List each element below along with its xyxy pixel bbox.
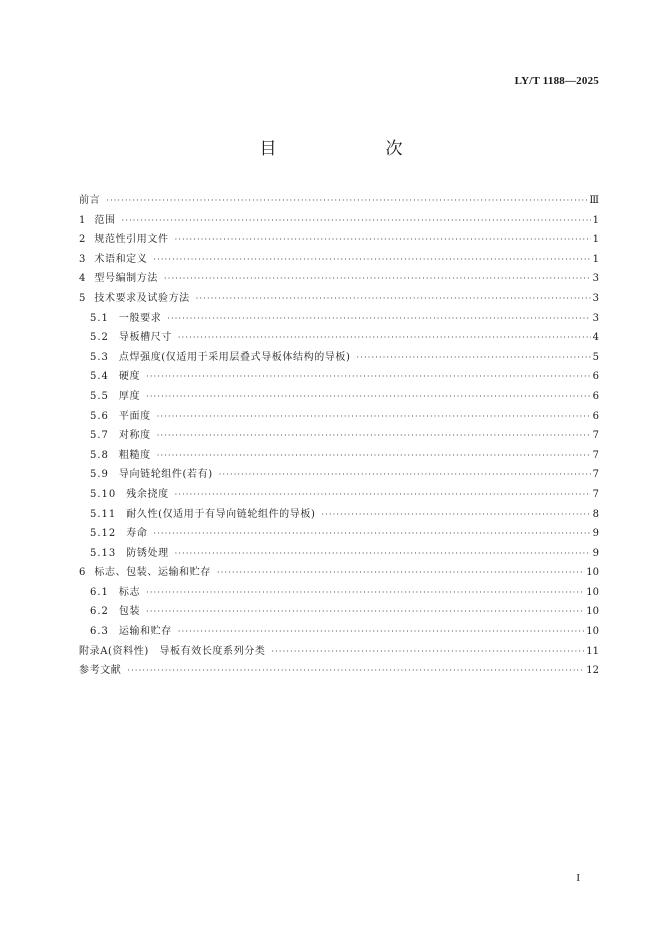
- toc-entry[interactable]: [79, 230, 599, 250]
- toc-dot-leader: [357, 353, 591, 362]
- toc-entry-number: 6: [79, 567, 87, 579]
- toc-dot-leader: [178, 627, 584, 636]
- toc-entry-label: 残余挠度: [126, 488, 169, 500]
- toc-dot-leader: [217, 568, 584, 577]
- toc-entry[interactable]: [79, 602, 599, 622]
- toc-entry-page: 1: [592, 214, 599, 226]
- toc-entry-label: 范围: [94, 214, 116, 226]
- toc-entry-label: 粗糙度: [118, 449, 151, 461]
- toc-dot-leader: [122, 216, 591, 225]
- toc-entry[interactable]: [79, 661, 599, 681]
- toc-entry-number: 5.5: [90, 390, 109, 402]
- toc-entry[interactable]: [79, 642, 599, 662]
- toc-entry-page: 8: [592, 508, 599, 520]
- toc-entry-label: 耐久性(仅适用于有导向链轮组件的导板): [126, 508, 316, 520]
- toc-entry-page: 7: [592, 430, 599, 442]
- toc-entry[interactable]: [79, 524, 599, 544]
- toc-entry-number: 5.13: [90, 547, 117, 559]
- toc-entry[interactable]: [79, 211, 599, 231]
- toc-entry[interactable]: [79, 269, 599, 289]
- toc-entry-number: 6.3: [90, 626, 109, 638]
- toc-entry-label: 技术要求及试验方法: [94, 292, 190, 304]
- document-code: LY/T 1188—2025: [514, 75, 599, 87]
- toc-entry[interactable]: [79, 289, 599, 309]
- toc-entry-label: 硬度: [118, 371, 141, 383]
- toc-entry-page: 10: [586, 606, 599, 618]
- toc-entry-label: 对称度: [118, 430, 151, 442]
- toc-dot-leader: [178, 333, 591, 342]
- toc-entry-label: 寿命: [126, 528, 148, 540]
- toc-entry-number: 5.12: [90, 528, 117, 540]
- page-title: 目 次: [259, 139, 449, 159]
- toc-entry-page: 7: [592, 488, 599, 500]
- toc-entry-number: 5.8: [90, 449, 109, 461]
- toc-dot-leader: [153, 255, 590, 264]
- toc-entry-number: 5.4: [90, 371, 109, 383]
- toc-entry-number: 5.10: [90, 488, 117, 500]
- toc-dot-leader: [146, 588, 584, 597]
- toc-entry-label: 术语和定义: [94, 253, 148, 265]
- toc-entry[interactable]: [79, 583, 599, 603]
- toc-entry[interactable]: [79, 446, 599, 466]
- toc-entry-page: 11: [586, 645, 599, 657]
- toc-dot-leader: [167, 314, 590, 323]
- toc-entry-page: 3: [592, 273, 599, 285]
- toc-entry[interactable]: [79, 328, 599, 348]
- toc-entry-page: 1: [592, 253, 599, 265]
- toc-entry-number: 5.7: [90, 430, 109, 442]
- toc-entry-number: 2: [79, 234, 87, 246]
- toc-entry[interactable]: [79, 426, 599, 446]
- toc-dot-leader: [157, 451, 591, 460]
- toc-dot-leader: [157, 412, 591, 421]
- toc-entry-number: 5.9: [90, 469, 109, 481]
- toc-entry-number: 6.2: [90, 606, 109, 618]
- toc-entry[interactable]: [79, 465, 599, 485]
- toc-entry[interactable]: [79, 387, 599, 407]
- toc-entry-label: 附录A(资料性) 导板有效长度系列分类: [79, 645, 266, 657]
- toc-dot-leader: [271, 647, 584, 656]
- toc-entry-label: 规范性引用文件: [94, 234, 169, 246]
- toc-entry-page: 5: [592, 351, 599, 363]
- toc-entry-label: 平面度: [118, 410, 151, 422]
- toc-entry-label: 点焊强度(仅适用于采用层叠式导板体结构的导板): [118, 351, 351, 363]
- toc-entry-number: 5.6: [90, 410, 109, 422]
- toc-entry-number: 1: [79, 214, 87, 226]
- toc-dot-leader: [153, 529, 590, 538]
- toc-entry-label: 导向链轮组件(若有): [118, 469, 213, 481]
- table-of-contents: [79, 191, 599, 681]
- toc-entry-page: 7: [592, 449, 599, 461]
- toc-dot-leader: [146, 607, 584, 616]
- toc-entry-page: 6: [592, 390, 599, 402]
- toc-entry-label: 厚度: [118, 390, 141, 402]
- toc-entry[interactable]: [79, 563, 599, 583]
- toc-dot-leader: [106, 196, 587, 205]
- toc-entry-page: 10: [586, 567, 599, 579]
- toc-dot-leader: [157, 431, 591, 440]
- toc-entry-label: 型号编制方法: [94, 273, 158, 285]
- toc-dot-leader: [219, 470, 591, 479]
- toc-entry-number: 5.3: [90, 351, 109, 363]
- toc-entry-number: 4: [79, 273, 87, 285]
- toc-entry[interactable]: [79, 348, 599, 368]
- toc-entry-label: 标志: [118, 586, 141, 598]
- toc-entry[interactable]: [79, 250, 599, 270]
- toc-entry-page: 1: [592, 234, 599, 246]
- toc-dot-leader: [127, 666, 584, 675]
- toc-entry-label: 包装: [118, 606, 141, 618]
- toc-entry[interactable]: [79, 485, 599, 505]
- toc-entry-page: 3: [592, 292, 599, 304]
- toc-entry[interactable]: [79, 309, 599, 329]
- toc-dot-leader: [164, 274, 591, 283]
- toc-entry-number: 5.1: [90, 312, 109, 324]
- toc-dot-leader: [146, 392, 591, 401]
- toc-entry-page: 3: [592, 312, 599, 324]
- toc-entry-number: 5.2: [90, 332, 109, 344]
- toc-dot-leader: [175, 235, 591, 244]
- toc-entry-page: 4: [592, 332, 599, 344]
- toc-dot-leader: [196, 294, 591, 303]
- toc-entry-page: 6: [592, 371, 599, 383]
- toc-entry-page: 9: [592, 528, 599, 540]
- toc-dot-leader: [146, 372, 591, 381]
- toc-entry-page: 12: [586, 665, 599, 677]
- page-number: I: [576, 872, 580, 884]
- toc-entry-number: 5: [79, 292, 87, 304]
- toc-entry-page: 10: [586, 586, 599, 598]
- toc-entry[interactable]: [79, 191, 599, 211]
- toc-entry-label: 导板槽尺寸: [118, 332, 172, 344]
- toc-dot-leader: [175, 549, 591, 558]
- toc-entry-page: 9: [592, 547, 599, 559]
- toc-entry-page: 7: [592, 469, 599, 481]
- toc-entry-page: 6: [592, 410, 599, 422]
- toc-entry-page: Ⅲ: [589, 195, 599, 206]
- toc-entry-label: 标志、包装、运输和贮存: [94, 567, 211, 579]
- toc-entry[interactable]: [79, 367, 599, 387]
- toc-entry-number: 6.1: [90, 586, 109, 598]
- toc-entry-number: 5.11: [90, 508, 117, 520]
- toc-entry-label: 参考文献: [79, 665, 122, 677]
- toc-entry[interactable]: [79, 407, 599, 427]
- toc-entry-label: 一般要求: [118, 312, 162, 324]
- toc-entry[interactable]: [79, 544, 599, 564]
- toc-entry-label: 运输和贮存: [118, 626, 172, 638]
- toc-entry[interactable]: [79, 505, 599, 525]
- toc-entry-label: 防锈处理: [126, 547, 169, 559]
- toc-entry-number: 3: [79, 253, 87, 265]
- toc-dot-leader: [175, 490, 591, 499]
- toc-dot-leader: [321, 510, 590, 519]
- toc-entry[interactable]: [79, 622, 599, 642]
- toc-entry-label: 前言: [79, 195, 101, 206]
- toc-entry-page: 10: [586, 626, 599, 638]
